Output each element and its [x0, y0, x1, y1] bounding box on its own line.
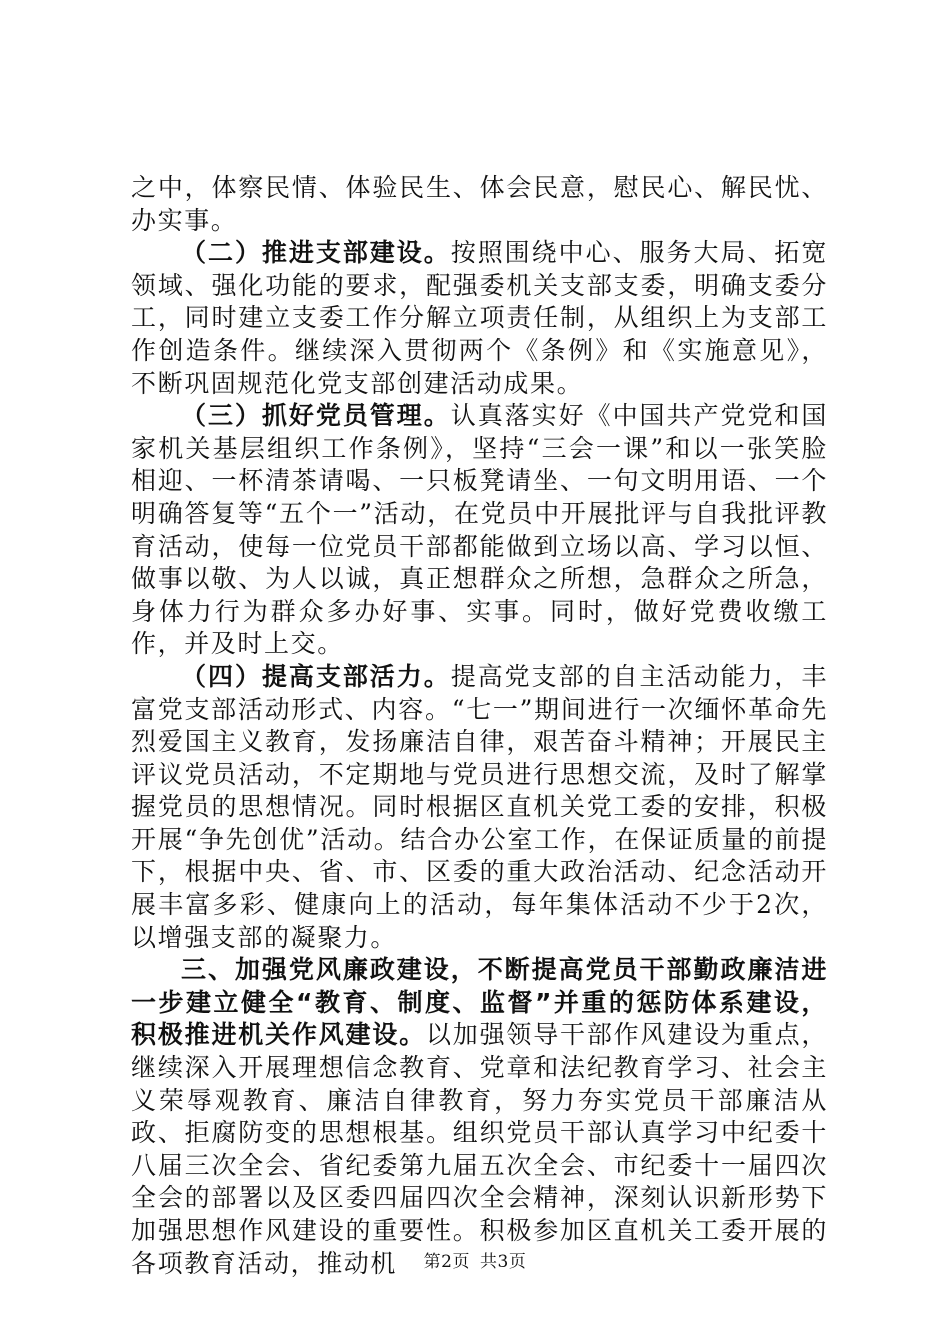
paragraph-3-text: 认真落实好《中国共产党党和国家机关基层组织工作条例》，坚持“三会一课”和以一张笑脸相迎、一杯清茶请喝、一只板凳请坐、一句文明用语、一个明确答复等“五个一”活动，在党员中开展批评与自我批评教育活动，使每一位党员干部都能做到立场以高、学习以恒、做事以敬、为人以诚，真正想群众之所想，急群众之所急，身体力行为群众多办好事、实事。同时，做好党费收缴工作，并及时上交。 — [131, 401, 828, 659]
section-three-heading: 三、加强党风廉政建设，不断提高党员干部勤政廉洁进一步建立健全“教育、制度、监督”并重的惩防体系建设，积极推进机关作风建设。 — [131, 955, 828, 1050]
paragraph-4 — [131, 661, 828, 954]
paragraph-4-lead: （四）提高支部活力。 — [181, 661, 451, 691]
page-number: 第2页 — [423, 1252, 470, 1272]
paragraph-4-text: 提高党支部的自主活动能力，丰富党支部活动形式、内容。“七一”期间进行一次缅怀革命先烈爱国主义教育，发扬廉洁自律，艰苦奋斗精神；开展民主评议党员活动，不定期地与党员进行思想交流，及时了解掌握党员的思想情况。同时根据区直机关党工委的安排，积极开展“争先创优”活动。结合办公室工作，在保证质量的前提下，根据中央、省、市、区委的重大政治活动、纪念活动开展丰富多彩、健康向上的活动，每年集体活动不少于2次，以增强支部的凝聚力。 — [131, 661, 828, 952]
page-total: 共3页 — [480, 1252, 527, 1272]
paragraph-1 — [131, 172, 828, 237]
paragraph-2-lead: （二）推进支部建设。 — [181, 238, 451, 268]
paragraph-5 — [131, 954, 828, 1280]
paragraph-2-text: 按照围绕中心、服务大局、拓宽领域、强化功能的要求，配强委机关支部支委，明确支委分工，同时建立支委工作分解立项责任制，从组织上为支部工作创造条件。继续深入贯彻两个《条例》和《实施意见》，不断巩固规范化党支部创建活动成果。 — [131, 238, 828, 398]
paragraph-3-lead: （三）抓好党员管理。 — [181, 401, 451, 431]
document-body — [131, 172, 828, 1280]
paragraph-1-text: 之中，体察民情、体验民生、体会民意，慰民心、解民忧、办实事。 — [131, 173, 828, 235]
paragraph-5-text: 以加强领导干部作风建设为重点，继续深入开展理想信念教育、党章和法纪教育学习、社会主义荣辱观教育、廉洁自律教育，努力夯实党员干部廉洁从政、拒腐防变的思想根基。组织党员干部认真学习中纪委十八届三次全会、省纪委第九届五次全会、市纪委十一届四次全会的部署以及区委四届四次全会精神，深刻认识新形势下加强思想作风建设的重要性。积极参加区直机关工委开展的各项教育活动，推动机 — [131, 1020, 828, 1278]
page-footer — [0, 1247, 950, 1272]
paragraph-2 — [131, 237, 828, 400]
paragraph-3 — [131, 400, 828, 661]
